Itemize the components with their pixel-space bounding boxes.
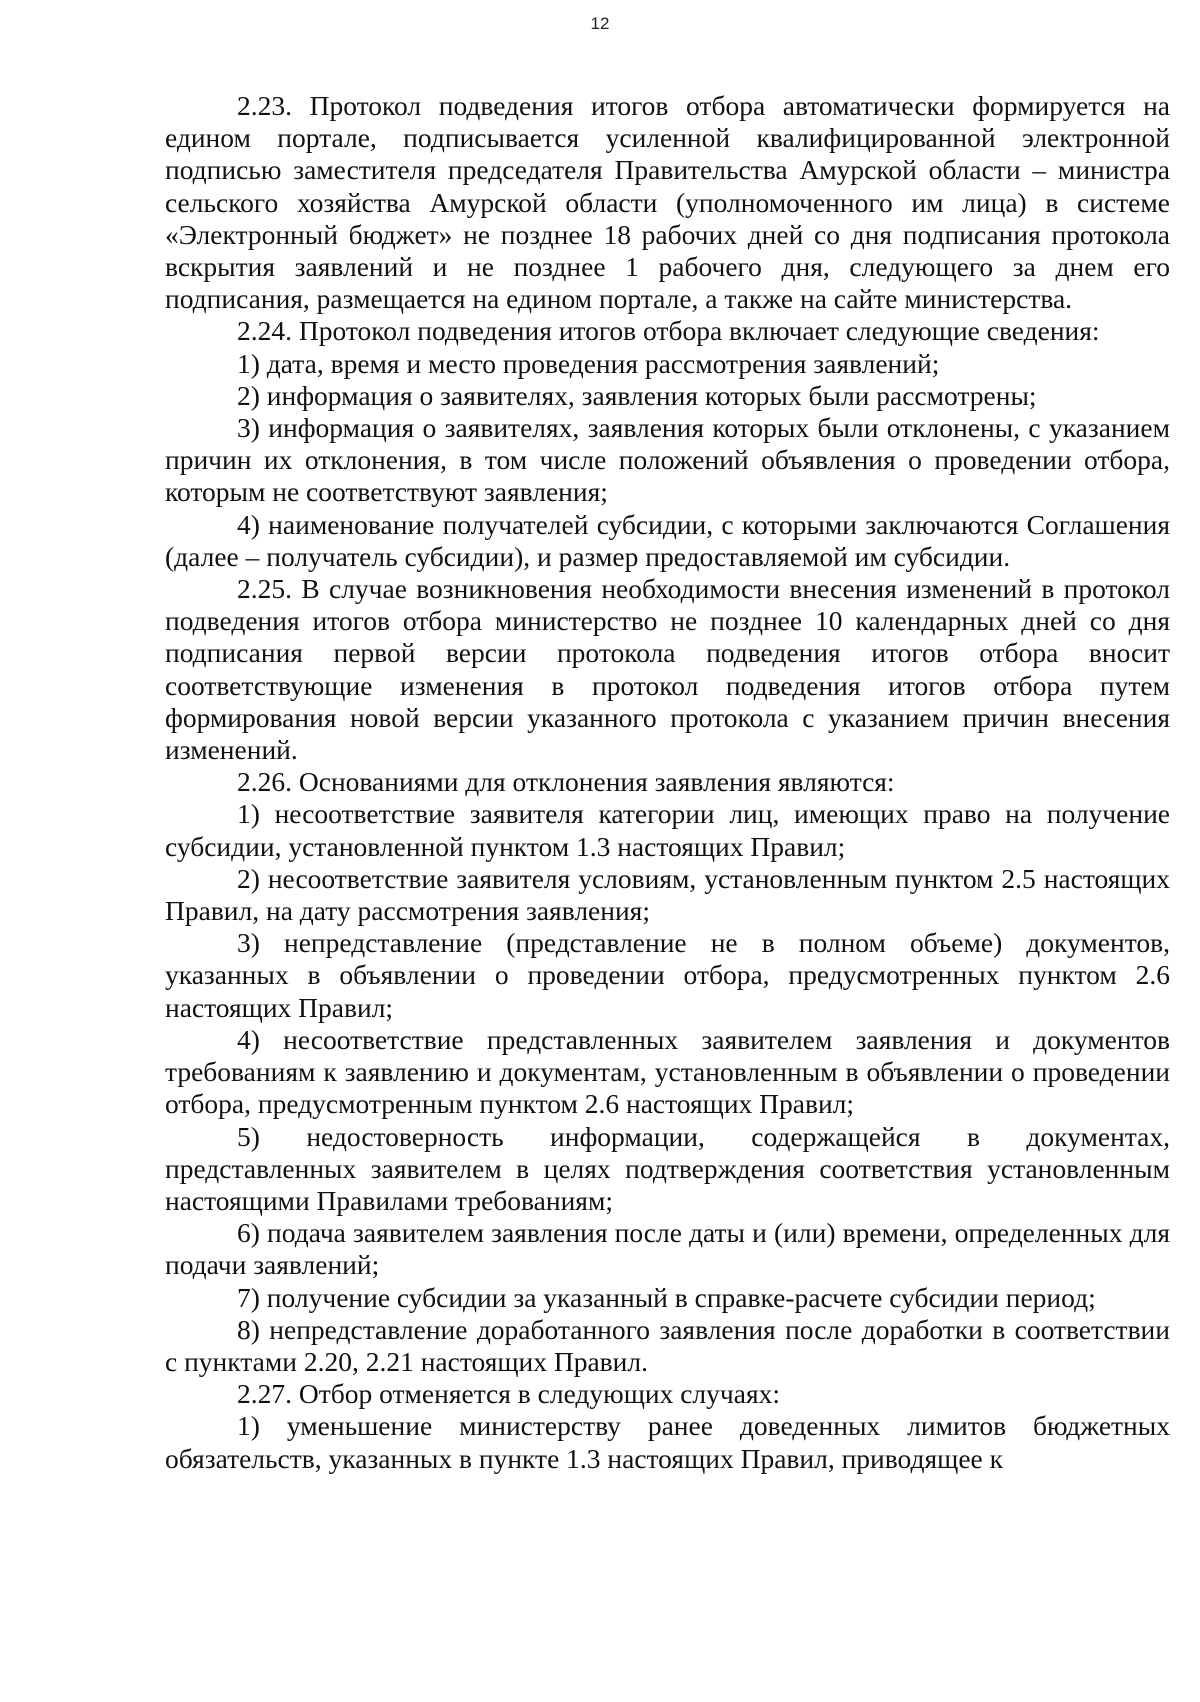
page-number: 12 [590,14,610,33]
paragraph-2-25: 2.25. В случае возникновения необходимости внесения изменений в протокол подведения итогов отбора министерство не позднее 10 календарных дней со дня подписания первой версии протокола подведения итогов отбора вносит соответствующие изменения в протокол подведения итогов отбора путем формирования новой версии указанного протокола с указанием причин внесения изменений. [165,573,1170,766]
paragraph-2-24: 2.24. Протокол подведения итогов отбора включает следующие сведения: [237,315,1100,347]
list-item: 2) несоответствие заявителя условиям, установленным пунктом 2.5 настоящих Правил, на дату рассмотрения заявления; [165,862,1170,927]
list-item: 1) уменьшение министерству ранее доведенных лимитов бюджетных обязательств, указанных в пункте 1.3 настоящих Правил, приводящее к [165,1410,1170,1474]
list-item: 7) получение субсидии за указанный в справке-расчете субсидии период; [237,1281,1096,1313]
list-item: 4) наименование получателей субсидии, с которыми заключаются Соглашения (далее – получатель субсидии), и размер предоставляемой им субсидии. [165,508,1170,572]
list-item: 3) информация о заявителях, заявления которых были отклонены, с указанием причин их отклонения, в том числе положений объявления о проведении отбора, которым не соответствуют заявления; [165,412,1170,508]
list-item: 6) подача заявителем заявления после даты и (или) времени, определенных для подачи заявлений; [165,1217,1170,1281]
list-item: 5) недостоверность информации, содержащейся в документах, представленных заявителем в целях подтверждения соответствия установленным настоящими Правилами требованиям; [165,1120,1170,1216]
list-item: 8) непредставление доработанного заявления после доработки в соответствии с пунктами 2.20, 2.21 настоящих Правил. [165,1313,1170,1377]
paragraph-2-23: 2.23. Протокол подведения итогов отбора автоматически формируется на едином портале, подписывается усиленной квалифицированной электронной подписью заместителя председателя Правительства Амурской области – министра сельского хозяйства Амурской области (уполномоченного им лица) в системе «Электронный бюджет» не позднее 18 рабочих дней со дня подписания протокола вскрытия заявлений и не позднее 1 рабочего дня, следующего за днем его подписания, размещается на едином портале, а также на сайте министерства. [165,90,1170,315]
list-item: 2) информация о заявителях, заявления которых были рассмотрены; [237,379,1037,411]
document-body [165,90,1170,1475]
list-item: 1) дата, время и место проведения рассмотрения заявлений; [237,347,940,379]
list-item: 4) несоответствие представленных заявителем заявления и документов требованиям к заявлению и документам, установленным в объявлении о проведении отбора, предусмотренным пунктом 2.6 настоящих Правил; [165,1023,1170,1120]
list-item: 3) непредставление (представление не в полном объеме) документов, указанных в объявлении о проведении отбора, предусмотренных пунктом 2.6 настоящих Правил; [165,927,1170,1023]
list-item: 1) несоответствие заявителя категории лиц, имеющих право на получение субсидии, установленной пунктом 1.3 настоящих Правил; [165,798,1170,862]
paragraph-2-27: 2.27. Отбор отменяется в следующих случаях: [237,1378,780,1410]
paragraph-2-26: 2.26. Основаниями для отклонения заявления являются: [237,766,895,798]
